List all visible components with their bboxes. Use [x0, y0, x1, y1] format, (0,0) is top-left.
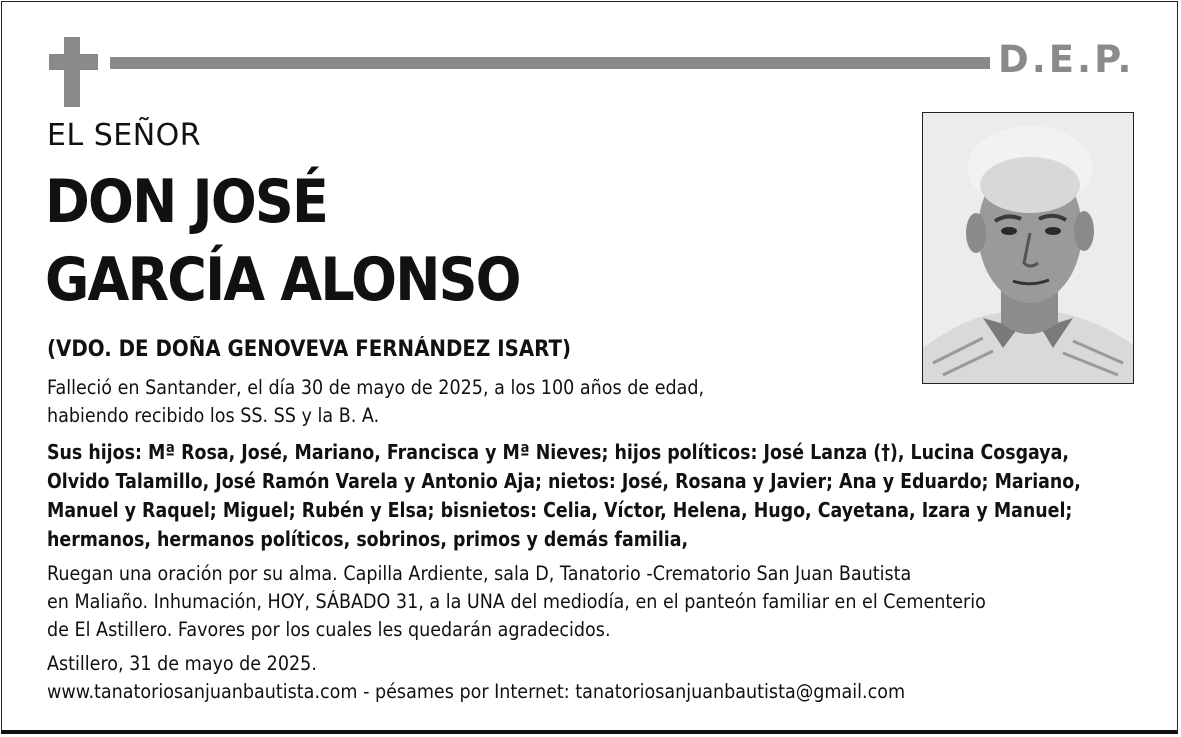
death-notice-line1: Falleció en Santander, el día 30 de mayo de 2025, a los 100 años de edad, [47, 376, 705, 399]
portrait-image [923, 113, 1133, 383]
family-line4: hermanos, hermanos políticos, sobrinos, primos y demás familia, [47, 527, 689, 551]
portrait-photo [922, 112, 1134, 384]
deceased-name-line2: GARCÍA ALONSO [45, 245, 520, 315]
dep-label: D.E.P. [998, 38, 1135, 81]
widower-note: (VDO. DE DOÑA GENOVEVA FERNÁNDEZ ISART) [47, 337, 572, 362]
contact-line: www.tanatoriosanjuanbautista.com - pésames por Internet: tanatoriosanjuanbautista@gmail.com [47, 680, 906, 703]
family-line1: Sus hijos: Mª Rosa, José, Mariano, Francisca y Mª Nieves; hijos políticos: José Lanza (†), Lucina Cosgaya, [47, 440, 1069, 464]
ceremony-line1: Ruegan una oración por su alma. Capilla Ardiente, sala D, Tanatorio -Crematorio San Juan Bautista [47, 562, 912, 585]
ceremony-line2: en Maliaño. Inhumación, HOY, SÁBADO 31, a la UNA del mediodía, en el panteón familiar en el Cementerio [47, 590, 986, 613]
family-line3: Manuel y Raquel; Miguel; Rubén y Elsa; bisnietos: Celia, Víctor, Helena, Hugo, Cayetana, Izara y Manuel; [47, 498, 1073, 522]
latin-cross-icon-bar [49, 54, 98, 70]
header-rule [110, 57, 990, 69]
deceased-name-line1: DON JOSÉ [45, 167, 328, 237]
ceremony-line3: de El Astillero. Favores por los cuales les quedarán agradecidos. [47, 618, 611, 641]
honorific: EL SEÑOR [47, 118, 202, 153]
death-notice-line2: habiendo recibido los SS. SS y la B. A. [47, 404, 380, 427]
latin-cross-icon [64, 37, 80, 107]
family-line2: Olvido Talamillo, José Ramón Varela y Antonio Aja; nietos: José, Rosana y Javier; Ana y Eduardo; Mariano, [47, 469, 1081, 493]
place-date: Astillero, 31 de mayo de 2025. [47, 652, 317, 675]
